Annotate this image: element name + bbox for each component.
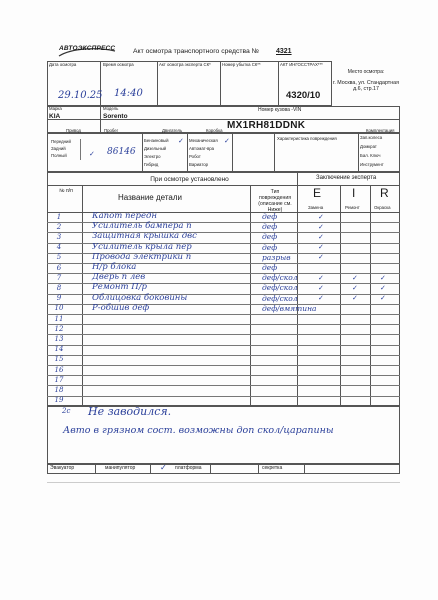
- i-header: I: [352, 186, 356, 200]
- drive-option-rear: Задний: [51, 146, 66, 151]
- row-damage-type: деф/скол: [262, 283, 298, 293]
- row-number: 1: [56, 212, 62, 221]
- kit-option-jack: Домкрат: [360, 144, 377, 149]
- row-number: 3: [56, 232, 62, 241]
- date-value: 29.10.25: [58, 90, 103, 101]
- table-row-line: [47, 365, 400, 366]
- gearbox-option-cvt: Вариатор: [189, 162, 209, 167]
- row-number: 15: [54, 355, 64, 364]
- row-number: 6: [56, 263, 62, 272]
- footer-row: [47, 464, 400, 474]
- row-part-name: Ремонт П/р: [92, 282, 147, 293]
- row-damage-type: деф: [262, 232, 278, 242]
- mileage-label: Пробег: [104, 128, 119, 133]
- check-icon: ✓: [352, 295, 358, 303]
- row-damage-type: деф: [262, 212, 278, 221]
- kit-option-spare: Зап.колеса: [360, 135, 383, 140]
- check-icon: ✓: [318, 233, 324, 241]
- secret-label: секретка: [262, 465, 283, 471]
- num-header: № п/п: [59, 188, 73, 194]
- platform-label: платформа: [175, 465, 202, 471]
- vin-label: Номер кузова -VIN: [258, 107, 302, 113]
- row-damage-type: деф: [262, 242, 278, 252]
- check-icon: ✓: [318, 284, 324, 292]
- row-number: 4: [56, 243, 62, 252]
- type-header: Тип повреждения (описание см. Ниже): [258, 189, 292, 213]
- time-value: 14:40: [114, 88, 143, 99]
- gearbox-option-robot: Робот: [189, 154, 201, 159]
- act-number: 4321: [276, 48, 292, 55]
- gearbox-label: Коробка: [206, 128, 223, 133]
- make-label: Марка: [49, 106, 62, 111]
- table-row-line: [47, 324, 400, 325]
- check-icon: ✓: [352, 284, 358, 292]
- row-part-name: Облицовка боковины: [92, 292, 188, 303]
- check-icon: ✓: [318, 223, 324, 231]
- row-number: 8: [56, 283, 62, 292]
- row-part-name: Защитная крышка двс: [92, 231, 197, 242]
- check-icon: ✓: [318, 295, 324, 303]
- e-sub: Замена: [308, 205, 324, 210]
- table-row-line: [47, 375, 400, 376]
- gearbox-option-auto: Автомат-вра: [189, 146, 215, 151]
- tow-label: Эвакуатор: [50, 465, 75, 471]
- notes-line-2: Авто в грязном сост. возможны доп скол/царапины: [63, 425, 334, 436]
- engine-option-petrol: Бензиновый: [144, 138, 169, 143]
- row-part-name: Капот передн: [92, 211, 157, 221]
- row-damage-type: деф/вмятина: [262, 303, 317, 313]
- mileage-value: 86146: [107, 147, 136, 157]
- row-number: 10: [54, 304, 64, 313]
- row-number: 7: [56, 273, 62, 282]
- check-icon: ✓: [318, 274, 324, 282]
- drive-check-icon: ✓: [89, 151, 95, 158]
- conclusion-header: Заключение эксперта: [316, 175, 377, 181]
- row-number: 14: [54, 345, 64, 354]
- loss-number-label: Номер убытка СК**: [222, 62, 261, 67]
- check-icon: ✓: [380, 274, 386, 282]
- gearbox-check-icon: ✓: [224, 138, 230, 145]
- check-icon: ✓: [380, 284, 386, 292]
- check-icon: ✓: [380, 295, 386, 303]
- table-row-line: [47, 396, 400, 397]
- i-sub: Ремонт: [345, 205, 360, 210]
- row-part-name: Провода электрики п: [92, 251, 192, 262]
- row-part-name: Н/р блока: [92, 262, 137, 272]
- row-part-name: Р-обшив деф: [92, 302, 150, 313]
- features-label: Характеристика повреждения: [277, 136, 337, 141]
- row-damage-type: деф: [262, 222, 278, 232]
- row-number: 5: [56, 253, 62, 262]
- notes-prefix: 2с: [62, 407, 71, 415]
- engine-option-hybrid: Гибрид: [144, 162, 159, 167]
- row-part-name: Усилитель крыла пер: [92, 241, 192, 252]
- row-number: 13: [54, 334, 64, 343]
- manip-label: манипулятор: [105, 465, 136, 471]
- model-value: Sorento: [103, 113, 128, 120]
- platform-check-icon: ✓: [160, 463, 167, 472]
- time-label: Время осмотра: [103, 62, 134, 67]
- r-header: R: [380, 186, 389, 200]
- notes-line-1: Не заводился.: [88, 405, 172, 418]
- row-part-name: Усилитель бампера п: [92, 221, 192, 232]
- row-number: 2: [56, 222, 62, 231]
- check-icon: ✓: [352, 274, 358, 282]
- row-damage-type: деф/скол: [262, 293, 298, 303]
- check-icon: ✓: [318, 254, 324, 262]
- name-header: Название детали: [118, 193, 182, 202]
- check-icon: ✓: [318, 244, 324, 252]
- table-row-line: [47, 345, 400, 346]
- row-part-name: Дверь п лев: [92, 272, 146, 283]
- row-number: 19: [54, 396, 64, 405]
- date-label: Дата осмотра: [49, 62, 77, 67]
- ingosstrakh-label: АКТ ИНГОССТРАХ***: [280, 62, 323, 67]
- table-row-line: [47, 355, 400, 356]
- drive-option-all: Полный: [51, 153, 67, 158]
- engine-check-icon: ✓: [178, 138, 184, 145]
- model-label: Модель: [103, 106, 119, 111]
- row-number: 17: [54, 375, 64, 384]
- engine-option-electric: Электро: [144, 154, 161, 159]
- check-icon: ✓: [318, 213, 324, 221]
- make-value: KIA: [49, 113, 61, 120]
- row-number: 12: [54, 324, 64, 333]
- row-number: 16: [54, 365, 64, 374]
- r-sub: Окраска: [374, 205, 391, 210]
- kit-label: Комплектация: [366, 128, 395, 133]
- drive-label: Привод: [66, 128, 81, 133]
- act-code: 4320/10: [286, 90, 321, 101]
- row-damage-type: деф: [262, 263, 278, 272]
- page-title: Акт осмотра транспортного средства №: [133, 48, 259, 55]
- kit-option-wrench: Бал. Ключ: [360, 153, 381, 158]
- vin-value: MX1RH81DDNK: [227, 120, 306, 131]
- e-header: E: [313, 186, 322, 200]
- location-value: г. Москва, ул. Стандартная д.6, стр.17: [333, 80, 399, 93]
- row-number: 9: [56, 294, 62, 303]
- table-row-line: [47, 385, 400, 386]
- logo-text: АВТОЭКСПРЕСС: [59, 45, 116, 52]
- location-label: Место осмотра:: [347, 69, 385, 75]
- row-number: 11: [54, 314, 64, 323]
- table-row-line: [47, 334, 400, 335]
- section-title: При осмотре установлено: [150, 176, 229, 183]
- engine-option-diesel: Дизельный: [144, 146, 167, 151]
- company-logo: [57, 45, 117, 59]
- table-row-line: [47, 314, 400, 315]
- engine-label: Двигатель: [162, 128, 183, 133]
- gearbox-option-manual: Механическая: [189, 138, 218, 143]
- kit-option-tools: Инструмент: [360, 162, 384, 167]
- row-number: 18: [54, 385, 64, 394]
- row-damage-type: деф/скол: [262, 273, 298, 283]
- row-damage-type: разрыв: [262, 252, 291, 262]
- drive-option-front: Передний: [51, 139, 71, 144]
- expert-act-label: Акт осмотра эксперта СК*: [159, 62, 211, 67]
